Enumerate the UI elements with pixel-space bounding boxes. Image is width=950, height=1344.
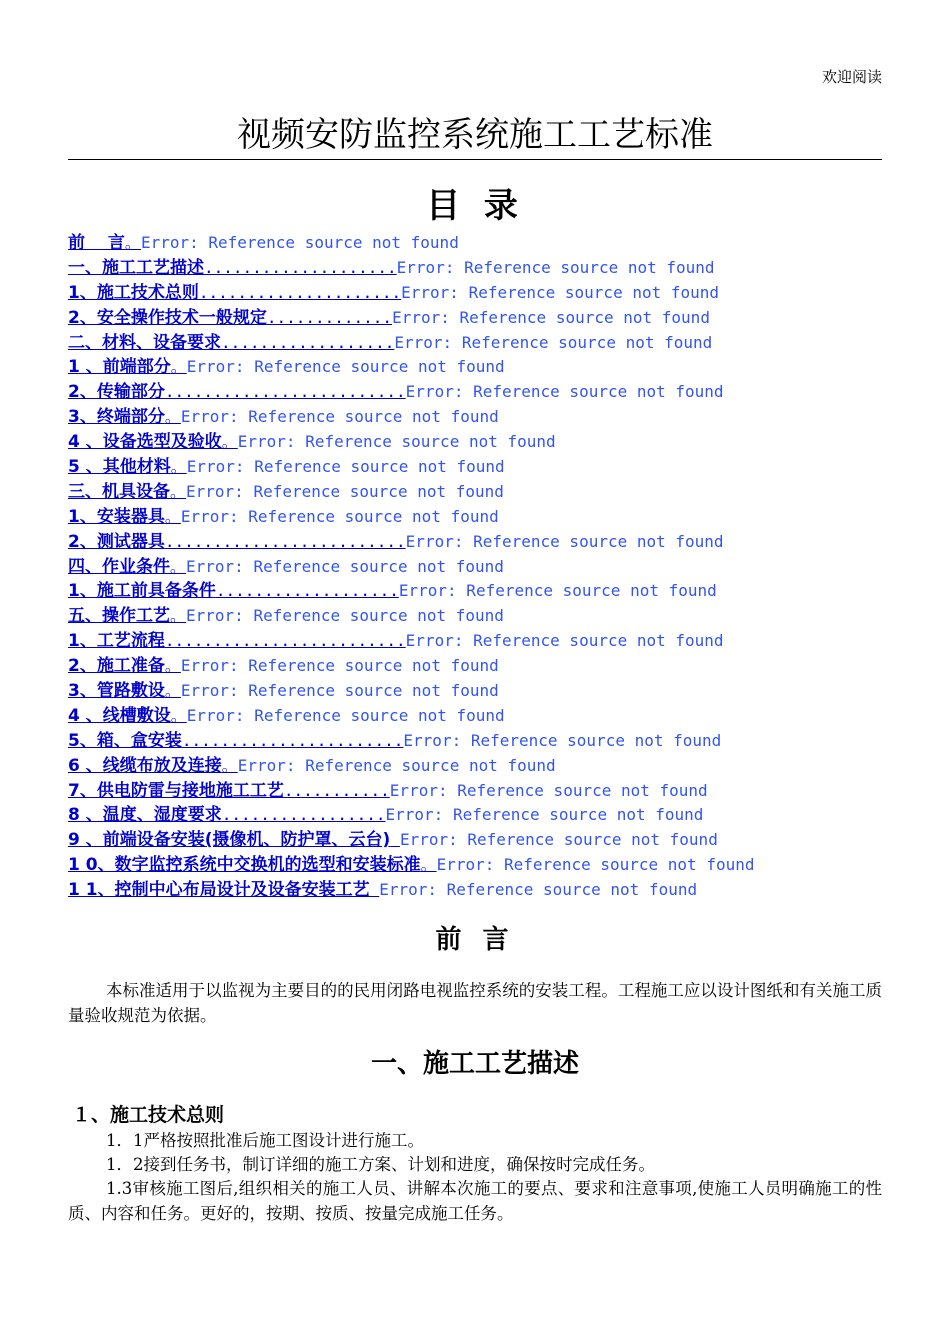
toc-entry-label[interactable]: 2、施工准备 — [68, 656, 165, 677]
toc-entry-ref[interactable]: Error: Reference source not found — [399, 830, 718, 850]
toc-entry-leader — [390, 830, 400, 849]
toc-entry[interactable] — [68, 455, 918, 480]
toc-entry-ref[interactable]: Error: Reference source not found — [396, 257, 715, 277]
toc-entry-leader: ................... — [215, 581, 399, 601]
toc-entry[interactable] — [68, 629, 918, 654]
toc-entry-label[interactable]: 3、终端部分 — [68, 407, 165, 428]
toc-entry-leader: ........... — [283, 780, 390, 800]
toc-entry-leader: 。 — [164, 681, 181, 701]
toc-entry-leader: 。 — [170, 357, 187, 377]
toc-entry-label[interactable]: 三、机具设备 — [68, 481, 170, 502]
toc-entry-ref[interactable]: Error: Reference source not found — [389, 780, 708, 800]
toc-heading: 目 录 — [426, 186, 524, 226]
toc-entry-label[interactable]: 1、工艺流程 — [68, 631, 165, 652]
toc-entry[interactable] — [68, 579, 918, 604]
toc-entry-label[interactable]: 1 0、数字监控系统中交换机的选型和安装标准 — [68, 855, 421, 876]
toc-entry-label[interactable]: 3、管路敷设 — [68, 681, 165, 702]
toc-entry-ref[interactable]: Error: Reference source not found — [180, 407, 499, 427]
toc-entry-leader: 。 — [164, 407, 181, 427]
toc-entry-ref[interactable]: Error: Reference source not found — [392, 307, 710, 327]
clause-1-3: 1.3审核施工图后,组织相关的施工人员、讲解本次施工的要点、要求和注意事项,使施工人员明确施工的性质、内容和任务。更好的，按期、按质、按量完成施工任务。 — [68, 1179, 882, 1223]
section-one-heading: 一、施工工艺描述 — [370, 1049, 579, 1079]
toc-entry-leader — [370, 880, 380, 899]
toc-entry-leader: ......................... — [164, 382, 406, 402]
toc-entry-ref[interactable]: Error: Reference source not found — [186, 705, 505, 725]
toc-entry-label[interactable]: 5 、其他材料 — [68, 457, 171, 478]
toc-entry-ref[interactable]: Error: Reference source not found — [405, 382, 724, 402]
toc-entry-label[interactable]: 1、安装器具 — [68, 506, 165, 527]
toc-entry[interactable] — [68, 604, 918, 629]
toc-entry-leader: ......................... — [164, 531, 406, 551]
toc-entry-ref[interactable]: Error: Reference source not found — [180, 656, 499, 676]
toc-entry-ref[interactable]: Error: Reference source not found — [237, 432, 556, 452]
toc-entry-ref[interactable]: Error: Reference source not found — [186, 457, 505, 477]
toc-entry-ref[interactable]: Error: Reference source not found — [186, 357, 505, 377]
toc-entry[interactable] — [68, 405, 918, 430]
toc-entry-leader: ..................... — [198, 282, 402, 302]
toc-entry[interactable] — [68, 679, 918, 704]
toc-entry-ref[interactable]: Error: Reference source not found — [180, 681, 499, 701]
toc-entry-ref[interactable]: Error: Reference source not found — [379, 880, 698, 900]
toc-entry[interactable] — [68, 331, 918, 356]
toc-entry[interactable] — [68, 828, 918, 853]
toc-entry[interactable] — [68, 281, 918, 306]
toc-entry-label[interactable]: 6 、线缆布放及连接 — [68, 755, 222, 776]
toc-entry-label[interactable]: 8 、温度、湿度要求 — [68, 805, 222, 826]
toc-entry-leader: 。 — [164, 506, 181, 526]
toc-entry[interactable] — [68, 654, 918, 679]
toc-entry[interactable] — [68, 878, 918, 903]
toc-entry-label[interactable]: 2、安全操作技术一般规定 — [68, 307, 267, 328]
toc-entry-ref[interactable]: Error: Reference source not found — [140, 233, 459, 252]
toc-entry-label[interactable]: 五、操作工艺 — [68, 606, 170, 627]
toc-entry-ref[interactable]: Error: Reference source not found — [405, 631, 724, 651]
preface-paragraph: 本标准适用于以监视为主要目的的民用闭路电视监控系统的安装工程。工程施工应以设计图纸和有关施工质量验收规范为依据。 — [68, 981, 882, 1025]
toc-entry[interactable] — [68, 430, 918, 455]
toc-entry-label[interactable]: 7、供电防雷与接地施工工艺 — [68, 780, 284, 801]
toc-entry-ref[interactable]: Error: Reference source not found — [401, 282, 720, 302]
toc-entry-label[interactable]: 四、作业条件 — [68, 556, 170, 577]
toc-entry-leader: .................. — [221, 332, 395, 352]
toc-entry-ref[interactable]: Error: Reference source not found — [405, 531, 724, 551]
toc-entry-ref[interactable]: Error: Reference source not found — [186, 606, 504, 626]
subsection-heading: １、施工技术总则 — [72, 1104, 225, 1126]
toc-entry-ref[interactable]: Error: Reference source not found — [403, 730, 722, 750]
header-note: 欢迎阅读 — [821, 68, 882, 86]
toc-entry[interactable] — [68, 306, 918, 331]
toc-entry[interactable] — [68, 530, 918, 555]
toc-entry-leader: .................... — [204, 257, 397, 277]
toc-entry[interactable] — [68, 779, 918, 804]
toc-entry[interactable] — [68, 505, 918, 530]
toc-entry-leader: 。 — [221, 755, 238, 775]
toc-entry-label[interactable]: 5、箱、盒安装 — [68, 730, 182, 751]
toc-entry-label[interactable]: 1 1、控制中心布局设计及设备安装工艺 — [68, 880, 370, 901]
toc-entry-leader: ......................... — [164, 631, 406, 651]
toc-entry-label[interactable]: 一、施工工艺描述 — [68, 257, 204, 278]
toc-entry[interactable] — [68, 380, 918, 405]
toc-entry-leader: 。 — [170, 457, 187, 477]
toc-entry-leader: 。 — [221, 432, 238, 452]
toc-entry-ref[interactable]: Error: Reference source not found — [398, 581, 717, 601]
toc-entry[interactable] — [68, 754, 918, 779]
toc-entry-label[interactable]: 1 、前端部分 — [68, 357, 171, 378]
toc-entry-ref[interactable]: Error: Reference source not found — [237, 755, 556, 775]
toc-entry-label[interactable]: 二、材料、设备要求 — [68, 332, 221, 353]
toc-entry-leader: 。 — [170, 705, 187, 725]
toc-entry[interactable] — [68, 853, 918, 878]
toc-entry-leader: ............. — [266, 307, 393, 327]
toc-entry-label[interactable]: 9 、前端设备安装(摄像机、防护罩、云台) — [68, 830, 391, 851]
toc-entry[interactable] — [68, 704, 918, 729]
toc-entry-ref[interactable]: Error: Reference source not found — [180, 506, 499, 526]
toc-entry[interactable] — [68, 231, 918, 256]
toc-entry[interactable] — [68, 555, 918, 580]
toc-entry-ref[interactable]: Error: Reference source not found — [186, 481, 504, 501]
document-title: 视频安防监控系统施工工艺标准 — [237, 115, 713, 155]
preface-heading: 前 言 — [435, 925, 515, 955]
toc-entry-leader: 。 — [170, 481, 187, 501]
toc-entry-label[interactable]: 1、施工技术总则 — [68, 282, 199, 303]
toc-entry-label[interactable]: 2、测试器具 — [68, 531, 165, 552]
toc-entry-leader: 。 — [420, 855, 437, 875]
toc-entry-label[interactable]: 2、传输部分 — [68, 382, 165, 403]
toc-entry-ref[interactable]: Error: Reference source not found — [385, 805, 704, 825]
table-of-contents — [68, 231, 918, 903]
toc-entry-leader: ....................... — [181, 730, 404, 750]
toc-entry-label[interactable]: 4 、设备选型及验收 — [68, 432, 222, 453]
toc-entry-leader: 。 — [170, 606, 187, 626]
toc-entry-leader: 。 — [164, 656, 181, 676]
toc-entry-label[interactable]: 1、施工前具备条件 — [68, 581, 216, 602]
toc-entry[interactable] — [68, 480, 918, 505]
clause-1-2: 1．2接到任务书，制订详细的施工方案、计划和进度，确保按时完成任务。 — [106, 1155, 655, 1174]
title-underline — [68, 159, 882, 160]
toc-entry-ref[interactable]: Error: Reference source not found — [186, 556, 504, 576]
toc-entry[interactable] — [68, 803, 918, 828]
toc-entry[interactable] — [68, 729, 918, 754]
toc-entry-leader: 。 — [170, 556, 187, 576]
toc-entry-leader: 。 — [124, 233, 141, 252]
toc-entry-label[interactable]: 前 言 — [68, 233, 125, 253]
toc-entry-ref[interactable]: Error: Reference source not found — [394, 332, 713, 352]
toc-entry-label[interactable]: 4 、线槽敷设 — [68, 705, 171, 726]
toc-entry-ref[interactable]: Error: Reference source not found — [436, 855, 755, 875]
toc-entry[interactable] — [68, 355, 918, 380]
clause-1-1: 1．1严格按照批准后施工图设计进行施工。 — [106, 1131, 424, 1150]
toc-entry[interactable] — [68, 256, 918, 281]
toc-entry-leader: ................. — [221, 805, 386, 825]
